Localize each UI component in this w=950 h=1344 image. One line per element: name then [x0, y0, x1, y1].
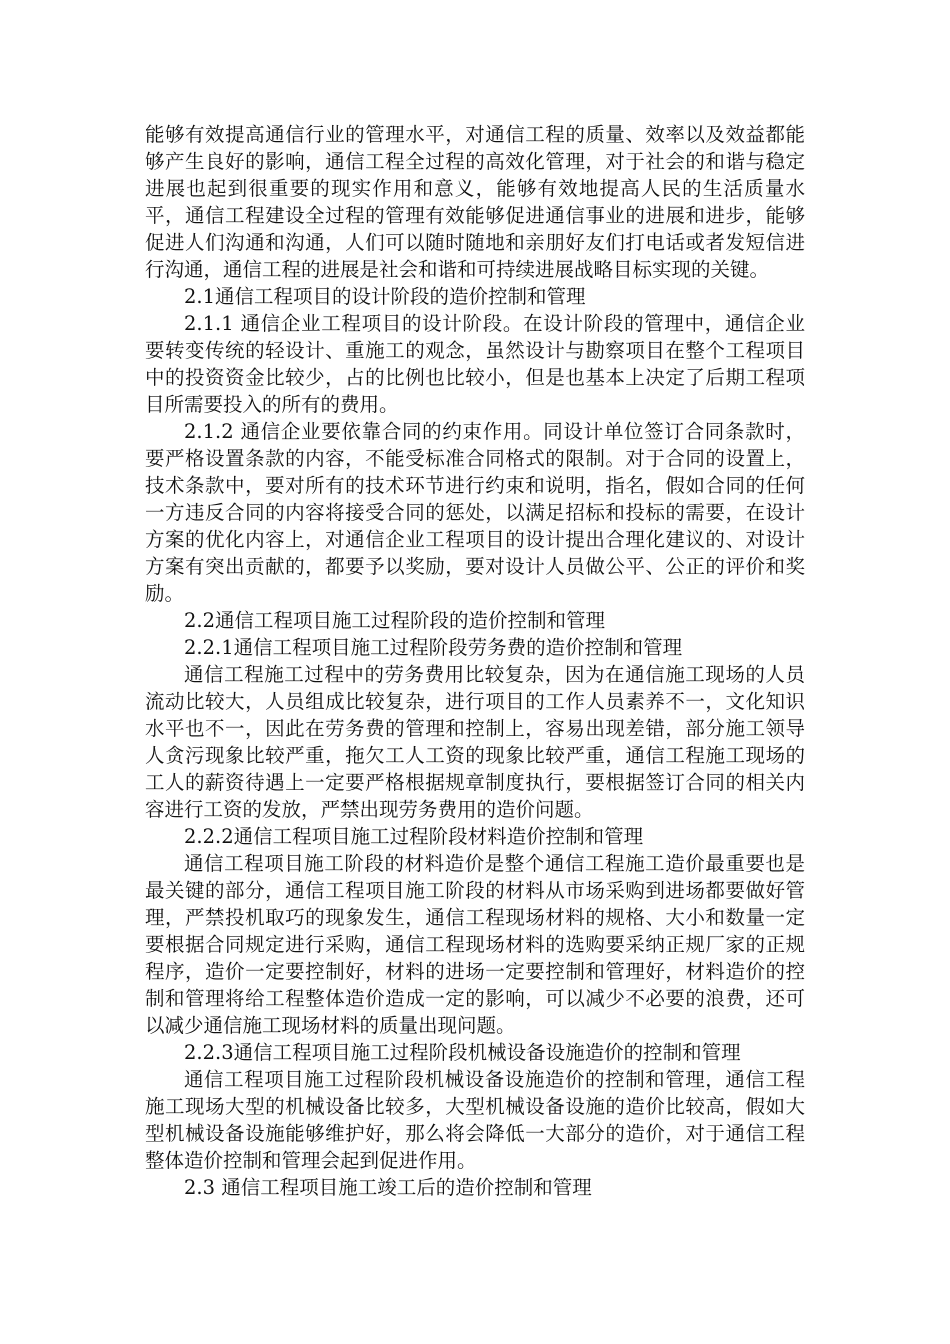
heading-2-3: 2.3 通信工程项目施工竣工后的造价控制和管理 — [184, 1176, 592, 1199]
paragraph-intro: 能够有效提高通信行业的管理水平，对通信工程的质量、效率以及效益都能够产生良好的影响，通信工程全过程的高效化管理，对于社会的和谐与稳定进展也起到很重要的现实作用和意义，能够有效地提高人民的生活质量水平，通信工程建设全过程的管理有效能够促进通信事业的进展和进步，能够促进人们沟通和沟通，人们可以随时随地和亲朋好友们打电话或者发短信进行沟通，通信工程的进展是社会和谐和可持续进展战略目标实现的关键。 — [145, 123, 805, 281]
heading-2-2-2: 2.2.2通信工程项目施工过程阶段材料造价控制和管理 — [184, 825, 644, 848]
heading-2-2: 2.2通信工程项目施工过程阶段的造价控制和管理 — [184, 609, 606, 632]
heading-2-2-1: 2.2.1通信工程项目施工过程阶段劳务费的造价控制和管理 — [184, 636, 683, 659]
paragraph-2-1-1: 2.1.1 通信企业工程项目的设计阶段。在设计阶段的管理中，通信企业要转变传统的轻设计、重施工的观念，虽然设计与勘察项目在整个工程项目中的投资资金比较少，占的比例也比较小，但是也基本上决定了后期工程项目所需要投入的所有的费用。 — [145, 312, 805, 416]
paragraph-material-cost: 通信工程项目施工阶段的材料造价是整个通信工程施工造价最重要也是最关键的部分，通信工程项目施工阶段的材料从市场采购到进场都要做好管理，严禁投机取巧的现象发生，通信工程现场材料的规格、大小和数量一定要根据合同规定进行采购，通信工程现场材料的选购要采纳正规厂家的正规程序，造价一定要控制好，材料的进场一定要控制和管理好，材料造价的控制和管理将给工程整体造价造成一定的影响，可以减少不必要的浪费，还可以减少通信施工现场材料的质量出现问题。 — [145, 852, 805, 1037]
heading-2-1: 2.1通信工程项目的设计阶段的造价控制和管理 — [184, 285, 586, 308]
paragraph-2-1-2: 2.1.2 通信企业要依靠合同的约束作用。同设计单位签订合同条款时，要严格设置条款的内容，不能受标准合同格式的限制。对于合同的设置上，技术条款中，要对所有的技术环节进行约束和说明，指名，假如合同的任何一方违反合同的内容将接受合同的惩处，以满足招标和投标的需要，在设计方案的优化内容上，对通信企业工程项目的设计提出合理化建议的、对设计方案有突出贡献的，都要予以奖励，要对设计人员做公平、公正的评价和奖励。 — [145, 420, 805, 605]
paragraph-labor-cost: 通信工程施工过程中的劳务费用比较复杂，因为在通信施工现场的人员流动比较大，人员组成比较复杂，进行项目的工作人员素养不一，文化知识水平也不一，因此在劳务费的管理和控制上，容易出现差错，部分施工领导人贪污现象比较严重，拖欠工人工资的现象比较严重，通信工程施工现场的工人的薪资待遇上一定要严格根据规章制度执行，要根据签订合同的相关内容进行工资的发放，严禁出现劳务费用的造价问题。 — [145, 663, 805, 821]
paragraph-machinery-cost: 通信工程项目施工过程阶段机械设备设施造价的控制和管理，通信工程施工现场大型的机械设备比较多，大型机械设备设施的造价比较高，假如大型机械设备设施能够维护好，那么将会降低一大部分的造价，对于通信工程整体造价控制和管理会起到促进作用。 — [145, 1068, 805, 1172]
document-page — [145, 121, 805, 1201]
heading-2-2-3: 2.2.3通信工程项目施工过程阶段机械设备设施造价的控制和管理 — [184, 1041, 741, 1064]
